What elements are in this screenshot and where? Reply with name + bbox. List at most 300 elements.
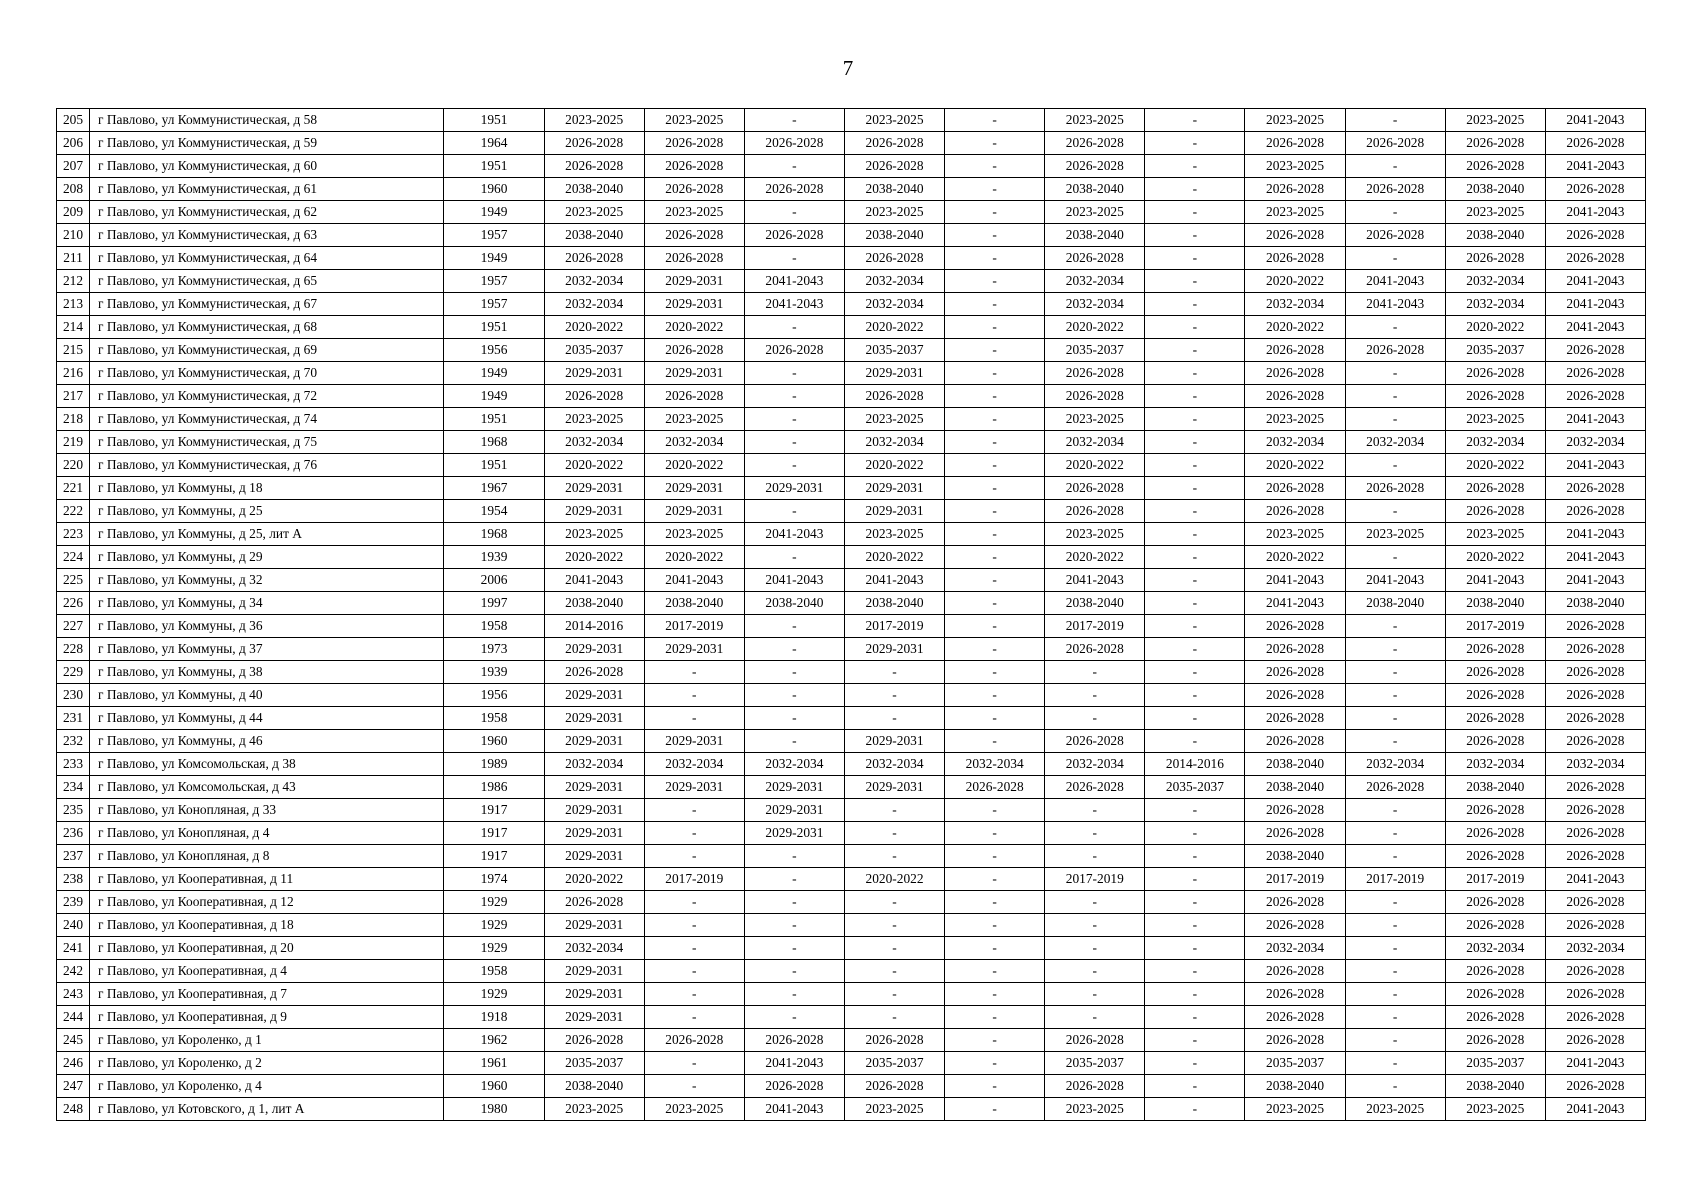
period-cell: 2026-2028 bbox=[1245, 615, 1345, 638]
address-cell: г Павлово, ул Коммунистическая, д 75 bbox=[90, 431, 444, 454]
period-cell: - bbox=[644, 1006, 744, 1029]
period-cell: 2020-2022 bbox=[844, 316, 944, 339]
year-cell: 1962 bbox=[444, 1029, 544, 1052]
period-cell: 2020-2022 bbox=[1245, 316, 1345, 339]
period-cell: 2023-2025 bbox=[1245, 1098, 1345, 1121]
period-cell: 2041-2043 bbox=[1545, 454, 1645, 477]
period-cell: 2026-2028 bbox=[1445, 132, 1545, 155]
period-cell: - bbox=[1145, 109, 1245, 132]
period-cell: - bbox=[1145, 983, 1245, 1006]
period-cell: - bbox=[744, 868, 844, 891]
period-cell: - bbox=[744, 362, 844, 385]
period-cell: 2026-2028 bbox=[1545, 339, 1645, 362]
period-cell: 2026-2028 bbox=[1345, 477, 1445, 500]
period-cell: - bbox=[744, 983, 844, 1006]
period-cell: 2023-2025 bbox=[844, 523, 944, 546]
period-cell: 2032-2034 bbox=[844, 293, 944, 316]
period-cell: - bbox=[945, 983, 1045, 1006]
period-cell: 2038-2040 bbox=[1245, 753, 1345, 776]
period-cell: 2041-2043 bbox=[1545, 1098, 1645, 1121]
year-cell: 1929 bbox=[444, 914, 544, 937]
period-cell: 2023-2025 bbox=[1445, 109, 1545, 132]
period-cell: - bbox=[945, 730, 1045, 753]
period-cell: 2026-2028 bbox=[1445, 477, 1545, 500]
period-cell: 2026-2028 bbox=[1445, 362, 1545, 385]
year-cell: 1973 bbox=[444, 638, 544, 661]
row-number-cell: 215 bbox=[57, 339, 90, 362]
period-cell: 2026-2028 bbox=[1445, 661, 1545, 684]
year-cell: 1956 bbox=[444, 339, 544, 362]
period-cell: 2026-2028 bbox=[1545, 638, 1645, 661]
period-cell: 2026-2028 bbox=[1545, 845, 1645, 868]
period-cell: 2038-2040 bbox=[1445, 592, 1545, 615]
period-cell: 2026-2028 bbox=[1545, 247, 1645, 270]
period-cell: - bbox=[1045, 845, 1145, 868]
period-cell: - bbox=[1145, 224, 1245, 247]
period-cell: 2038-2040 bbox=[644, 592, 744, 615]
table-row bbox=[57, 132, 1646, 155]
period-cell: 2023-2025 bbox=[1045, 1098, 1145, 1121]
table-row bbox=[57, 868, 1646, 891]
period-cell: - bbox=[1345, 362, 1445, 385]
period-cell: 2029-2031 bbox=[644, 776, 744, 799]
period-cell: 2029-2031 bbox=[544, 1006, 644, 1029]
period-cell: 2032-2034 bbox=[1445, 431, 1545, 454]
period-cell: - bbox=[744, 385, 844, 408]
period-cell: 2026-2028 bbox=[544, 247, 644, 270]
year-cell: 1986 bbox=[444, 776, 544, 799]
period-cell: - bbox=[1145, 638, 1245, 661]
address-cell: г Павлово, ул Кооперативная, д 12 bbox=[90, 891, 444, 914]
period-cell: - bbox=[1345, 960, 1445, 983]
period-cell: - bbox=[744, 960, 844, 983]
period-cell: 2020-2022 bbox=[844, 546, 944, 569]
year-cell: 1949 bbox=[444, 385, 544, 408]
period-cell: 2029-2031 bbox=[544, 983, 644, 1006]
period-cell: 2023-2025 bbox=[644, 408, 744, 431]
period-cell: - bbox=[1145, 1029, 1245, 1052]
period-cell: - bbox=[1345, 500, 1445, 523]
period-cell: - bbox=[844, 707, 944, 730]
period-cell: 2026-2028 bbox=[744, 178, 844, 201]
address-cell: г Павлово, ул Коммуны, д 37 bbox=[90, 638, 444, 661]
period-cell: 2032-2034 bbox=[1345, 431, 1445, 454]
period-cell: 2026-2028 bbox=[1245, 362, 1345, 385]
period-cell: 2023-2025 bbox=[544, 109, 644, 132]
year-cell: 1958 bbox=[444, 615, 544, 638]
period-cell: 2026-2028 bbox=[1545, 1029, 1645, 1052]
period-cell: - bbox=[1045, 937, 1145, 960]
table-row bbox=[57, 983, 1646, 1006]
table-row bbox=[57, 638, 1646, 661]
table-row bbox=[57, 454, 1646, 477]
period-cell: 2026-2028 bbox=[1045, 132, 1145, 155]
period-cell: 2023-2025 bbox=[844, 109, 944, 132]
period-cell: 2026-2028 bbox=[1045, 362, 1145, 385]
row-number-cell: 248 bbox=[57, 1098, 90, 1121]
period-cell: 2023-2025 bbox=[1445, 201, 1545, 224]
period-cell: - bbox=[945, 224, 1045, 247]
period-cell: - bbox=[945, 500, 1045, 523]
period-cell: - bbox=[1345, 109, 1445, 132]
period-cell: - bbox=[1045, 891, 1145, 914]
period-cell: 2029-2031 bbox=[844, 638, 944, 661]
period-cell: 2026-2028 bbox=[1445, 385, 1545, 408]
period-cell: - bbox=[945, 1098, 1045, 1121]
period-cell: 2035-2037 bbox=[1445, 1052, 1545, 1075]
period-cell: 2026-2028 bbox=[1545, 385, 1645, 408]
period-cell: 2026-2028 bbox=[1345, 224, 1445, 247]
year-cell: 1957 bbox=[444, 270, 544, 293]
address-cell: г Павлово, ул Конопляная, д 4 bbox=[90, 822, 444, 845]
period-cell: 2026-2028 bbox=[945, 776, 1045, 799]
period-cell: 2035-2037 bbox=[1045, 1052, 1145, 1075]
period-cell: - bbox=[945, 960, 1045, 983]
period-cell: 2026-2028 bbox=[1545, 799, 1645, 822]
address-cell: г Павлово, ул Комсомольская, д 43 bbox=[90, 776, 444, 799]
period-cell: 2029-2031 bbox=[544, 845, 644, 868]
period-cell: 2041-2043 bbox=[1545, 201, 1645, 224]
year-cell: 1974 bbox=[444, 868, 544, 891]
table-row bbox=[57, 1029, 1646, 1052]
table-row bbox=[57, 500, 1646, 523]
period-cell: 2026-2028 bbox=[1545, 178, 1645, 201]
table-row bbox=[57, 615, 1646, 638]
period-cell: - bbox=[1045, 960, 1145, 983]
period-cell: - bbox=[945, 1029, 1045, 1052]
period-cell: 2026-2028 bbox=[1545, 914, 1645, 937]
period-cell: 2026-2028 bbox=[1245, 799, 1345, 822]
period-cell: - bbox=[1045, 661, 1145, 684]
period-cell: - bbox=[644, 661, 744, 684]
table-body bbox=[57, 109, 1646, 1121]
period-cell: 2026-2028 bbox=[1045, 776, 1145, 799]
period-cell: - bbox=[945, 454, 1045, 477]
address-cell: г Павлово, ул Коммунистическая, д 76 bbox=[90, 454, 444, 477]
period-cell: 2023-2025 bbox=[1445, 1098, 1545, 1121]
address-cell: г Павлово, ул Коммуны, д 25 bbox=[90, 500, 444, 523]
period-cell: 2041-2043 bbox=[744, 1052, 844, 1075]
period-cell: - bbox=[1145, 914, 1245, 937]
period-cell: 2020-2022 bbox=[1045, 454, 1145, 477]
period-cell: 2038-2040 bbox=[544, 592, 644, 615]
period-cell: 2029-2031 bbox=[644, 362, 744, 385]
period-cell: - bbox=[945, 684, 1045, 707]
period-cell: 2032-2034 bbox=[544, 753, 644, 776]
period-cell: - bbox=[744, 914, 844, 937]
period-cell: 2020-2022 bbox=[1245, 454, 1345, 477]
period-cell: 2026-2028 bbox=[1445, 845, 1545, 868]
address-cell: г Павлово, ул Коммуны, д 34 bbox=[90, 592, 444, 615]
period-cell: 2026-2028 bbox=[644, 155, 744, 178]
year-cell: 1951 bbox=[444, 316, 544, 339]
period-cell: 2029-2031 bbox=[544, 822, 644, 845]
period-cell: - bbox=[1045, 914, 1145, 937]
period-cell: - bbox=[1145, 385, 1245, 408]
period-cell: - bbox=[1345, 316, 1445, 339]
period-cell: 2020-2022 bbox=[644, 454, 744, 477]
period-cell: - bbox=[644, 845, 744, 868]
period-cell: - bbox=[844, 960, 944, 983]
period-cell: 2020-2022 bbox=[544, 316, 644, 339]
year-cell: 1958 bbox=[444, 960, 544, 983]
period-cell: 2026-2028 bbox=[1045, 477, 1145, 500]
period-cell: - bbox=[945, 615, 1045, 638]
period-cell: 2026-2028 bbox=[544, 385, 644, 408]
period-cell: - bbox=[744, 109, 844, 132]
year-cell: 1989 bbox=[444, 753, 544, 776]
period-cell: 2038-2040 bbox=[544, 224, 644, 247]
period-cell: - bbox=[1045, 1006, 1145, 1029]
period-cell: - bbox=[945, 109, 1045, 132]
period-cell: - bbox=[744, 937, 844, 960]
period-cell: 2029-2031 bbox=[544, 707, 644, 730]
period-cell: 2041-2043 bbox=[1245, 569, 1345, 592]
period-cell: - bbox=[1145, 178, 1245, 201]
period-cell: - bbox=[945, 523, 1045, 546]
period-cell: 2032-2034 bbox=[1445, 293, 1545, 316]
period-cell: 2029-2031 bbox=[544, 477, 644, 500]
period-cell: 2023-2025 bbox=[644, 523, 744, 546]
period-cell: - bbox=[945, 316, 1045, 339]
period-cell: 2017-2019 bbox=[1045, 615, 1145, 638]
row-number-cell: 225 bbox=[57, 569, 90, 592]
period-cell: 2032-2034 bbox=[544, 431, 644, 454]
period-cell: - bbox=[744, 500, 844, 523]
period-cell: - bbox=[1145, 546, 1245, 569]
period-cell: - bbox=[644, 822, 744, 845]
row-number-cell: 238 bbox=[57, 868, 90, 891]
address-cell: г Павлово, ул Конопляная, д 8 bbox=[90, 845, 444, 868]
period-cell: 2038-2040 bbox=[1245, 1075, 1345, 1098]
period-cell: 2026-2028 bbox=[1045, 730, 1145, 753]
period-cell: - bbox=[844, 845, 944, 868]
period-cell: 2026-2028 bbox=[1545, 615, 1645, 638]
period-cell: - bbox=[945, 155, 1045, 178]
period-cell: 2038-2040 bbox=[844, 178, 944, 201]
period-cell: - bbox=[744, 615, 844, 638]
address-cell: г Павлово, ул Коммунистическая, д 70 bbox=[90, 362, 444, 385]
row-number-cell: 216 bbox=[57, 362, 90, 385]
period-cell: - bbox=[744, 454, 844, 477]
period-cell: - bbox=[1345, 914, 1445, 937]
row-number-cell: 232 bbox=[57, 730, 90, 753]
row-number-cell: 234 bbox=[57, 776, 90, 799]
period-cell: - bbox=[1345, 730, 1445, 753]
period-cell: - bbox=[1145, 845, 1245, 868]
period-cell: 2026-2028 bbox=[1545, 132, 1645, 155]
period-cell: - bbox=[644, 937, 744, 960]
period-cell: 2041-2043 bbox=[544, 569, 644, 592]
address-cell: г Павлово, ул Коммунистическая, д 72 bbox=[90, 385, 444, 408]
period-cell: 2041-2043 bbox=[1545, 868, 1645, 891]
period-cell: - bbox=[945, 293, 1045, 316]
address-cell: г Павлово, ул Коммунистическая, д 61 bbox=[90, 178, 444, 201]
period-cell: - bbox=[1345, 799, 1445, 822]
period-cell: 2023-2025 bbox=[1345, 1098, 1445, 1121]
address-cell: г Павлово, ул Коммуны, д 32 bbox=[90, 569, 444, 592]
period-cell: 2032-2034 bbox=[644, 753, 744, 776]
period-cell: 2017-2019 bbox=[1345, 868, 1445, 891]
row-number-cell: 236 bbox=[57, 822, 90, 845]
row-number-cell: 227 bbox=[57, 615, 90, 638]
table-row bbox=[57, 385, 1646, 408]
period-cell: 2026-2028 bbox=[644, 132, 744, 155]
period-cell: - bbox=[1145, 500, 1245, 523]
table-row bbox=[57, 937, 1646, 960]
period-cell: 2026-2028 bbox=[844, 247, 944, 270]
period-cell: 2023-2025 bbox=[844, 408, 944, 431]
table-row bbox=[57, 109, 1646, 132]
address-cell: г Павлово, ул Кооперативная, д 9 bbox=[90, 1006, 444, 1029]
table-row bbox=[57, 431, 1646, 454]
table-row bbox=[57, 684, 1646, 707]
row-number-cell: 213 bbox=[57, 293, 90, 316]
period-cell: - bbox=[1045, 684, 1145, 707]
table-row bbox=[57, 822, 1646, 845]
year-cell: 1980 bbox=[444, 1098, 544, 1121]
period-cell: 2038-2040 bbox=[1045, 224, 1145, 247]
period-cell: 2026-2028 bbox=[1445, 983, 1545, 1006]
period-cell: 2026-2028 bbox=[1245, 339, 1345, 362]
period-cell: - bbox=[1145, 960, 1245, 983]
row-number-cell: 246 bbox=[57, 1052, 90, 1075]
period-cell: 2029-2031 bbox=[744, 822, 844, 845]
period-cell: - bbox=[1345, 615, 1445, 638]
period-cell: 2032-2034 bbox=[844, 753, 944, 776]
period-cell: 2041-2043 bbox=[744, 1098, 844, 1121]
year-cell: 2006 bbox=[444, 569, 544, 592]
table-row bbox=[57, 247, 1646, 270]
period-cell: 2020-2022 bbox=[544, 546, 644, 569]
period-cell: 2041-2043 bbox=[1045, 569, 1145, 592]
period-cell: 2026-2028 bbox=[1545, 707, 1645, 730]
address-cell: г Павлово, ул Коммунистическая, д 58 bbox=[90, 109, 444, 132]
row-number-cell: 207 bbox=[57, 155, 90, 178]
period-cell: - bbox=[1145, 155, 1245, 178]
period-cell: 2020-2022 bbox=[1045, 316, 1145, 339]
address-cell: г Павлово, ул Коммунистическая, д 60 bbox=[90, 155, 444, 178]
period-cell: 2026-2028 bbox=[1445, 684, 1545, 707]
period-cell: - bbox=[945, 638, 1045, 661]
period-cell: 2032-2034 bbox=[1545, 431, 1645, 454]
period-cell: 2026-2028 bbox=[744, 1075, 844, 1098]
period-cell: - bbox=[1145, 822, 1245, 845]
table-row bbox=[57, 546, 1646, 569]
period-cell: - bbox=[945, 1052, 1045, 1075]
period-cell: 2041-2043 bbox=[1545, 1052, 1645, 1075]
period-cell: 2017-2019 bbox=[1445, 615, 1545, 638]
period-cell: 2038-2040 bbox=[1445, 178, 1545, 201]
period-cell: - bbox=[844, 799, 944, 822]
address-cell: г Павлово, ул Котовского, д 1, лит А bbox=[90, 1098, 444, 1121]
year-cell: 1929 bbox=[444, 983, 544, 1006]
table-row bbox=[57, 201, 1646, 224]
row-number-cell: 244 bbox=[57, 1006, 90, 1029]
period-cell: 2017-2019 bbox=[1245, 868, 1345, 891]
period-cell: - bbox=[1345, 983, 1445, 1006]
period-cell: 2041-2043 bbox=[1545, 316, 1645, 339]
period-cell: 2029-2031 bbox=[644, 500, 744, 523]
period-cell: - bbox=[1145, 868, 1245, 891]
period-cell: 2032-2034 bbox=[1345, 753, 1445, 776]
year-cell: 1949 bbox=[444, 362, 544, 385]
period-cell: 2023-2025 bbox=[1045, 408, 1145, 431]
period-cell: 2032-2034 bbox=[1445, 270, 1545, 293]
row-number-cell: 220 bbox=[57, 454, 90, 477]
period-cell: 2026-2028 bbox=[1545, 776, 1645, 799]
period-cell: - bbox=[744, 638, 844, 661]
row-number-cell: 226 bbox=[57, 592, 90, 615]
table-row bbox=[57, 960, 1646, 983]
period-cell: 2026-2028 bbox=[1445, 799, 1545, 822]
period-cell: - bbox=[644, 983, 744, 1006]
period-cell: 2026-2028 bbox=[1245, 891, 1345, 914]
period-cell: - bbox=[945, 845, 1045, 868]
period-cell: - bbox=[945, 270, 1045, 293]
period-cell: - bbox=[1345, 1006, 1445, 1029]
period-cell: - bbox=[1345, 1029, 1445, 1052]
period-cell: 2017-2019 bbox=[1445, 868, 1545, 891]
period-cell: - bbox=[945, 132, 1045, 155]
period-cell: - bbox=[1145, 523, 1245, 546]
row-number-cell: 242 bbox=[57, 960, 90, 983]
period-cell: 2026-2028 bbox=[1545, 224, 1645, 247]
period-cell: 2041-2043 bbox=[1545, 270, 1645, 293]
period-cell: - bbox=[1345, 822, 1445, 845]
period-cell: - bbox=[844, 983, 944, 1006]
period-cell: - bbox=[1145, 270, 1245, 293]
period-cell: 2020-2022 bbox=[844, 454, 944, 477]
period-cell: 2029-2031 bbox=[544, 730, 644, 753]
period-cell: 2026-2028 bbox=[1545, 500, 1645, 523]
period-cell: 2032-2034 bbox=[1445, 937, 1545, 960]
period-cell: - bbox=[1345, 891, 1445, 914]
period-cell: - bbox=[945, 891, 1045, 914]
period-cell: - bbox=[744, 431, 844, 454]
period-cell: - bbox=[945, 546, 1045, 569]
period-cell: 2026-2028 bbox=[1345, 776, 1445, 799]
period-cell: - bbox=[744, 661, 844, 684]
period-cell: 2026-2028 bbox=[1245, 1029, 1345, 1052]
row-number-cell: 222 bbox=[57, 500, 90, 523]
table-row bbox=[57, 523, 1646, 546]
period-cell: - bbox=[1145, 201, 1245, 224]
period-cell: 2029-2031 bbox=[544, 638, 644, 661]
period-cell: 2038-2040 bbox=[1545, 592, 1645, 615]
address-cell: г Павлово, ул Коммуны, д 36 bbox=[90, 615, 444, 638]
period-cell: 2023-2025 bbox=[844, 1098, 944, 1121]
year-cell: 1917 bbox=[444, 822, 544, 845]
period-cell: 2041-2043 bbox=[1545, 293, 1645, 316]
period-cell: - bbox=[1145, 661, 1245, 684]
row-number-cell: 218 bbox=[57, 408, 90, 431]
row-number-cell: 231 bbox=[57, 707, 90, 730]
row-number-cell: 221 bbox=[57, 477, 90, 500]
period-cell: 2026-2028 bbox=[1445, 247, 1545, 270]
period-cell: - bbox=[1145, 362, 1245, 385]
table-row bbox=[57, 316, 1646, 339]
period-cell: 2035-2037 bbox=[1145, 776, 1245, 799]
row-number-cell: 239 bbox=[57, 891, 90, 914]
period-cell: 2023-2025 bbox=[644, 109, 744, 132]
period-cell: 2032-2034 bbox=[544, 937, 644, 960]
period-cell: 2032-2034 bbox=[1045, 431, 1145, 454]
period-cell: 2014-2016 bbox=[544, 615, 644, 638]
period-cell: 2023-2025 bbox=[1045, 109, 1145, 132]
period-cell: 2026-2028 bbox=[1045, 638, 1145, 661]
period-cell: 2026-2028 bbox=[1245, 178, 1345, 201]
